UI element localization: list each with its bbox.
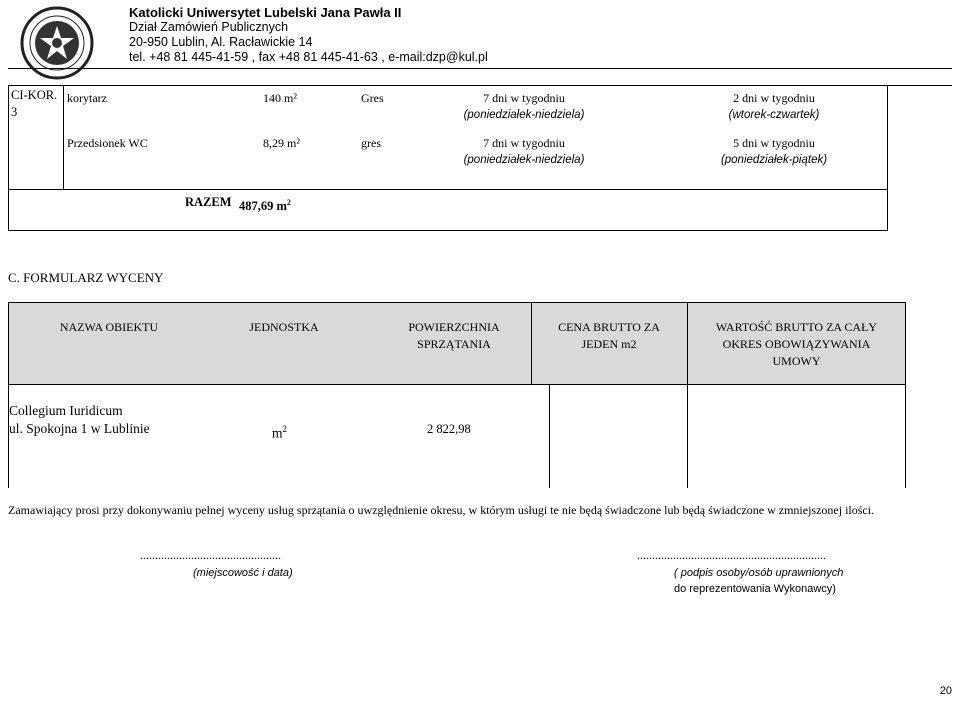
header-total-value: WARTOŚĆ BRUTTO ZA CAŁY OKRES OBOWIĄZYWANIA UMOWY xyxy=(715,320,878,368)
section-title: C. FORMULARZ WYCENY xyxy=(8,270,164,285)
frequency-2-days: (poniedziałek-piątek) xyxy=(720,154,828,166)
contact-info: tel. +48 81 445-41-59 , fax +48 81 445-41-63 , e-mail:dzp@kul.pl xyxy=(129,50,488,64)
frequency-1: 7 dni w tygodniu xyxy=(483,91,565,105)
cleaning-schedule-table xyxy=(8,85,888,231)
price-form-table xyxy=(8,302,906,488)
object-address: ul. Spokojna 1 w Lublinie xyxy=(9,421,150,436)
frequency-2: 2 dni w tygodniu xyxy=(733,91,815,105)
total-value: 487,69 $m^2$ xyxy=(239,198,291,214)
signature-label-2: do reprezentowania Wykonawcy) xyxy=(674,583,836,595)
department-name: Dział Zamówień Publicznych xyxy=(129,20,289,34)
page-number: 20 xyxy=(939,685,952,697)
frequency-1-days: (poniedziałek-niedziela) xyxy=(463,154,585,166)
university-name: Katolicki Uniwersytet Lubelski Jana Pawła II xyxy=(129,5,402,20)
room-name: korytarz xyxy=(67,91,107,105)
address: 20-950 Lublin, Al. Racławickie 14 xyxy=(129,35,313,49)
area-value: 2 822,98 xyxy=(427,422,471,436)
unit-value: $m^2$ xyxy=(272,424,288,441)
room-name: Przedsionek WC xyxy=(67,136,148,150)
column-divider xyxy=(531,302,532,385)
pricing-note: Zamawiający prosi przy dokonywaniu pełnej wyceny usług sprzątania o uwzględnienie okresu, w którym usługi te nie będą świadczone lub będą świadczone w zmniejszonej ilości. xyxy=(8,503,875,517)
header-area: POWIERZCHNIA SPRZĄTANIA xyxy=(408,320,500,351)
column-divider xyxy=(687,302,688,488)
floor-type: Gres xyxy=(361,91,384,105)
column-divider xyxy=(549,385,550,488)
header-object-name: NAZWA OBIEKTU xyxy=(59,320,159,334)
room-area: 140 m² xyxy=(263,91,297,105)
frequency-1-days: (poniedziałek-niedziela) xyxy=(463,109,585,121)
place-date-line: ............................................... xyxy=(140,548,281,562)
frequency-1: 7 dni w tygodniu xyxy=(483,136,565,150)
header-unit-price: CENA BRUTTO ZA JEDEN m2 xyxy=(558,320,660,351)
header-divider xyxy=(8,68,952,69)
column-divider xyxy=(63,86,64,189)
signature-line: ............................................................... xyxy=(637,548,826,562)
floor-type: gres xyxy=(361,136,381,150)
table-top-border-extension xyxy=(888,85,952,86)
signature-label: ( podpis osoby/osób uprawnionych xyxy=(674,567,844,579)
frequency-2: 5 dni w tygodniu xyxy=(733,136,815,150)
room-id: CI-KOR. 3 xyxy=(11,88,58,119)
frequency-2-days: (wtorek-czwartek) xyxy=(728,109,820,121)
object-name-line1: Collegium Iuridicum xyxy=(9,403,123,418)
room-area: 8,29 m² xyxy=(263,136,300,150)
place-date-label: (miejscowość i data) xyxy=(193,567,293,579)
row-divider xyxy=(9,189,887,190)
total-label: RAZEM xyxy=(185,195,232,209)
header-unit: JEDNOSTKA xyxy=(249,320,319,334)
